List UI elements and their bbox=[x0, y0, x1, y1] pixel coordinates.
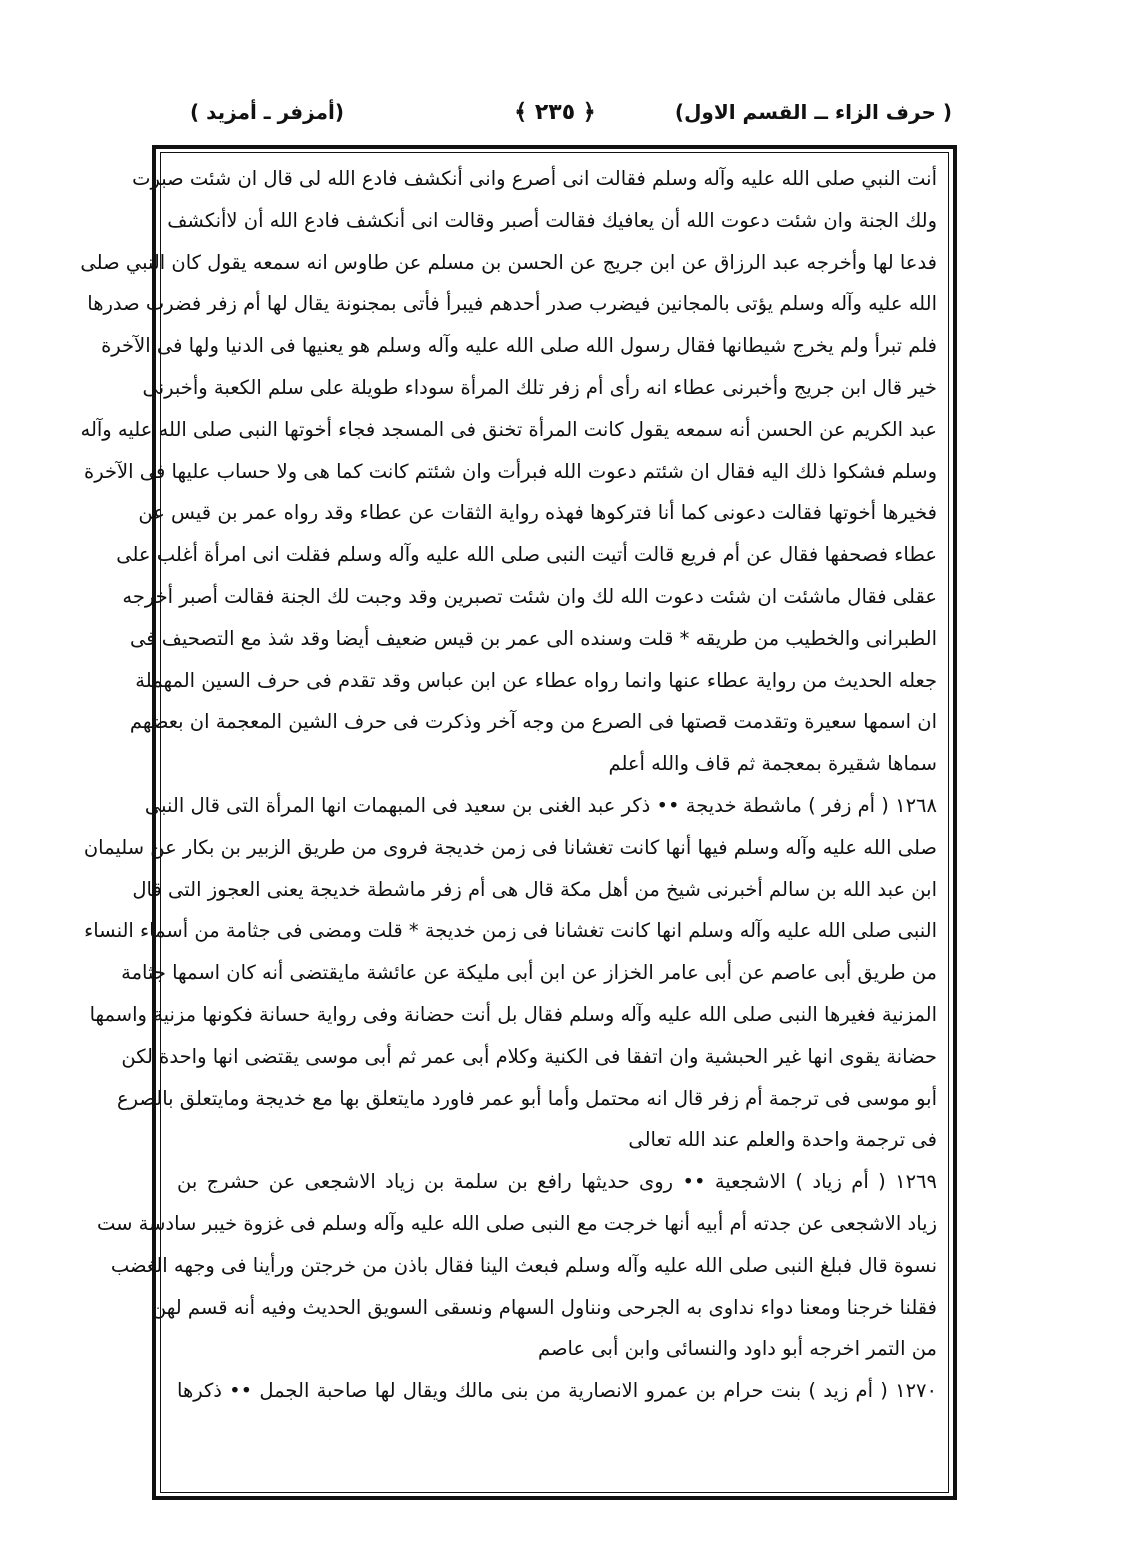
text-line: النبى صلى الله عليه وآله وسلم انها كانت تغشانا فى زمن خديجة * قلت ومضى فى جثامة من أسماء النساء bbox=[84, 919, 937, 943]
text-line: فلم تبرأ ولم يخرج شيطانها فقال رسول الله صلى الله عليه وآله وسلم هو يعنيها فى الدنيا ولها فى الآخرة bbox=[101, 334, 937, 358]
text-line: ابن عبد الله بن سالم أخبرنى شيخ من أهل مكة قال هى أم زفر ماشطة خديجة يعنى العجوز التى قال bbox=[132, 877, 937, 901]
text-line: من طريق أبى عاصم عن أبى عامر الخزاز عن ابن أبى مليكة عن عائشة مايقتضى أنه كان اسمها جثامة bbox=[121, 961, 937, 985]
text-line: خير قال ابن جريج وأخبرنى عطاء انه رأى أم زفر تلك المرأة سوداء طويلة على سلم الكعبة وأخبرنى bbox=[142, 375, 937, 399]
text-line: عبد الكريم عن الحسن أنه سمعه يقول كانت المرأة تخنق فى المسجد فجاء أخوتها النبى صلى الله عليه وآله bbox=[80, 417, 937, 441]
chapter-title: ( حرف الزاء ــ القسم الاول) bbox=[674, 100, 952, 124]
text-line: عقلى فقال ماشئت ان شئت دعوت الله لك وان شئت تصبرين وقد وجبت لك الجنة فقالت أصبر أخرجه bbox=[122, 584, 937, 608]
text-line: جعله الحديث من رواية عطاء عنها وانما رواه عطاء عن ابن عباس وقد تقدم فى حرف السين المهملة bbox=[135, 668, 937, 692]
text-line: ولك الجنة وان شئت دعوت الله أن يعافيك فقالت أصبر وقالت انى أنكشف فادع الله أن لاأنكشف bbox=[167, 208, 937, 232]
text-line: فقلنا خرجنا ومعنا دواء نداوى به الجرحى ونناول السهام ونسقى السويق الحديث وفيه أنه قسم لهن bbox=[151, 1295, 937, 1319]
text-line: فخيرها أخوتها فقالت دعونى كما أنا فتركوها فهذه رواية الثقات عن عطاء وقد رواه عمر بن قيس عن bbox=[138, 501, 937, 525]
text-line: فدعا لها وأخرجه عبد الرزاق عن ابن جريج عن الحسن بن مسلم عن طاوس انه سمعه يقول كان النبي صلى bbox=[80, 250, 937, 274]
running-head bbox=[150, 96, 960, 144]
text-line: أنت النبي صلى الله عليه وآله وسلم فقالت انى أصرع وانى أنكشف فادع الله لى قال ان شئت صبرت bbox=[132, 167, 937, 190]
text-line: سماها شقيرة بمعجمة ثم قاف والله أعلم bbox=[608, 752, 937, 776]
entry-1270-start: ١٢٧٠ ( أم زيد ) بنت حرام بن عمرو الانصارية من بنى مالك ويقال لها صاحبة الجمل •• ذكرها bbox=[177, 1379, 937, 1403]
text-line: الله عليه وآله وسلم يؤتى بالمجانين فيضرب صدر أحدهم فيبرأ فأتى بمجنونة يقال لها أم زفر فضرب صدرها bbox=[87, 292, 937, 316]
text-line: ان اسمها سعيرة وتقدمت قصتها فى الصرع من وجه آخر وذكرت فى حرف الشين المعجمة ان بعضهم bbox=[129, 710, 937, 734]
text-line: وسلم فشكوا ذلك اليه فقال ان شئتم دعوت الله فبرأت وان شئتم كانت كما هى ولا حساب عليها فى الآخرة bbox=[84, 459, 937, 483]
entry-1269-start: ١٢٦٩ ( أم زياد ) الاشجعية •• روى حديثها رافع بن سلمة بن زياد الاشجعى عن حشرج بن bbox=[177, 1170, 937, 1194]
text-line: نسوة قال فبلغ النبى صلى الله عليه وآله وسلم فبعث الينا فقال باذن من خرجتن ورأينا فى وجهه الغضب bbox=[110, 1253, 937, 1277]
entry-range: (أمزفر ـ أمزيد ) bbox=[190, 100, 344, 124]
text-line: حضانة يقوى انها غير الحبشية وان اتفقا فى الكنية وكلام أبى عمر ثم أبى موسى يقتضى انها واحدة لكن bbox=[121, 1044, 937, 1068]
text-line: صلى الله عليه وآله وسلم فيها أنها كانت تغشانا فى زمن خديجة فروى من طريق الزبير بن بكار عن سليمان bbox=[83, 835, 937, 859]
text-line: زياد الاشجعى عن جدته أم أبيه أنها خرجت مع النبى صلى الله عليه وآله وسلم فى غزوة خيبر سادسة ست bbox=[96, 1211, 937, 1235]
body-text bbox=[80, 158, 937, 1412]
text-line: الطبرانى والخطيب من طريقه * قلت وسنده الى عمر بن قيس ضعيف أيضا وقد شذ مع التصحيف فى bbox=[129, 626, 937, 650]
entry-1268-start: ١٢٦٨ ( أم زفر ) ماشطة خديجة •• ذكر عبد الغنى بن سعيد فى المبهمات انها المرأة التى قال النبى bbox=[144, 793, 937, 817]
text-line: فى ترجمة واحدة والعلم عند الله تعالى bbox=[628, 1128, 937, 1152]
text-line: أبو موسى فى ترجمة أم زفر قال انه محتمل وأما أبو عمر فاورد مايتعلق بها مع خديجة ومايتعلق بالصرع bbox=[116, 1086, 937, 1110]
text-line: المزنية فغيرها النبى صلى الله عليه وآله وسلم فقال بل أنت حضانة وفى رواية حسانة فكونها مزنية واسمها bbox=[89, 1002, 937, 1026]
page-number: ﴿ ٢٣٥ ﴾ bbox=[514, 100, 596, 125]
text-line: عطاء فصحفها فقال عن أم فريع قالت أتيت النبى صلى الله عليه وآله وسلم فقلت انى امرأة أغلب على bbox=[116, 543, 937, 567]
text-line: من التمر اخرجه أبو داود والنسائى وابن أبى عاصم bbox=[537, 1337, 937, 1361]
